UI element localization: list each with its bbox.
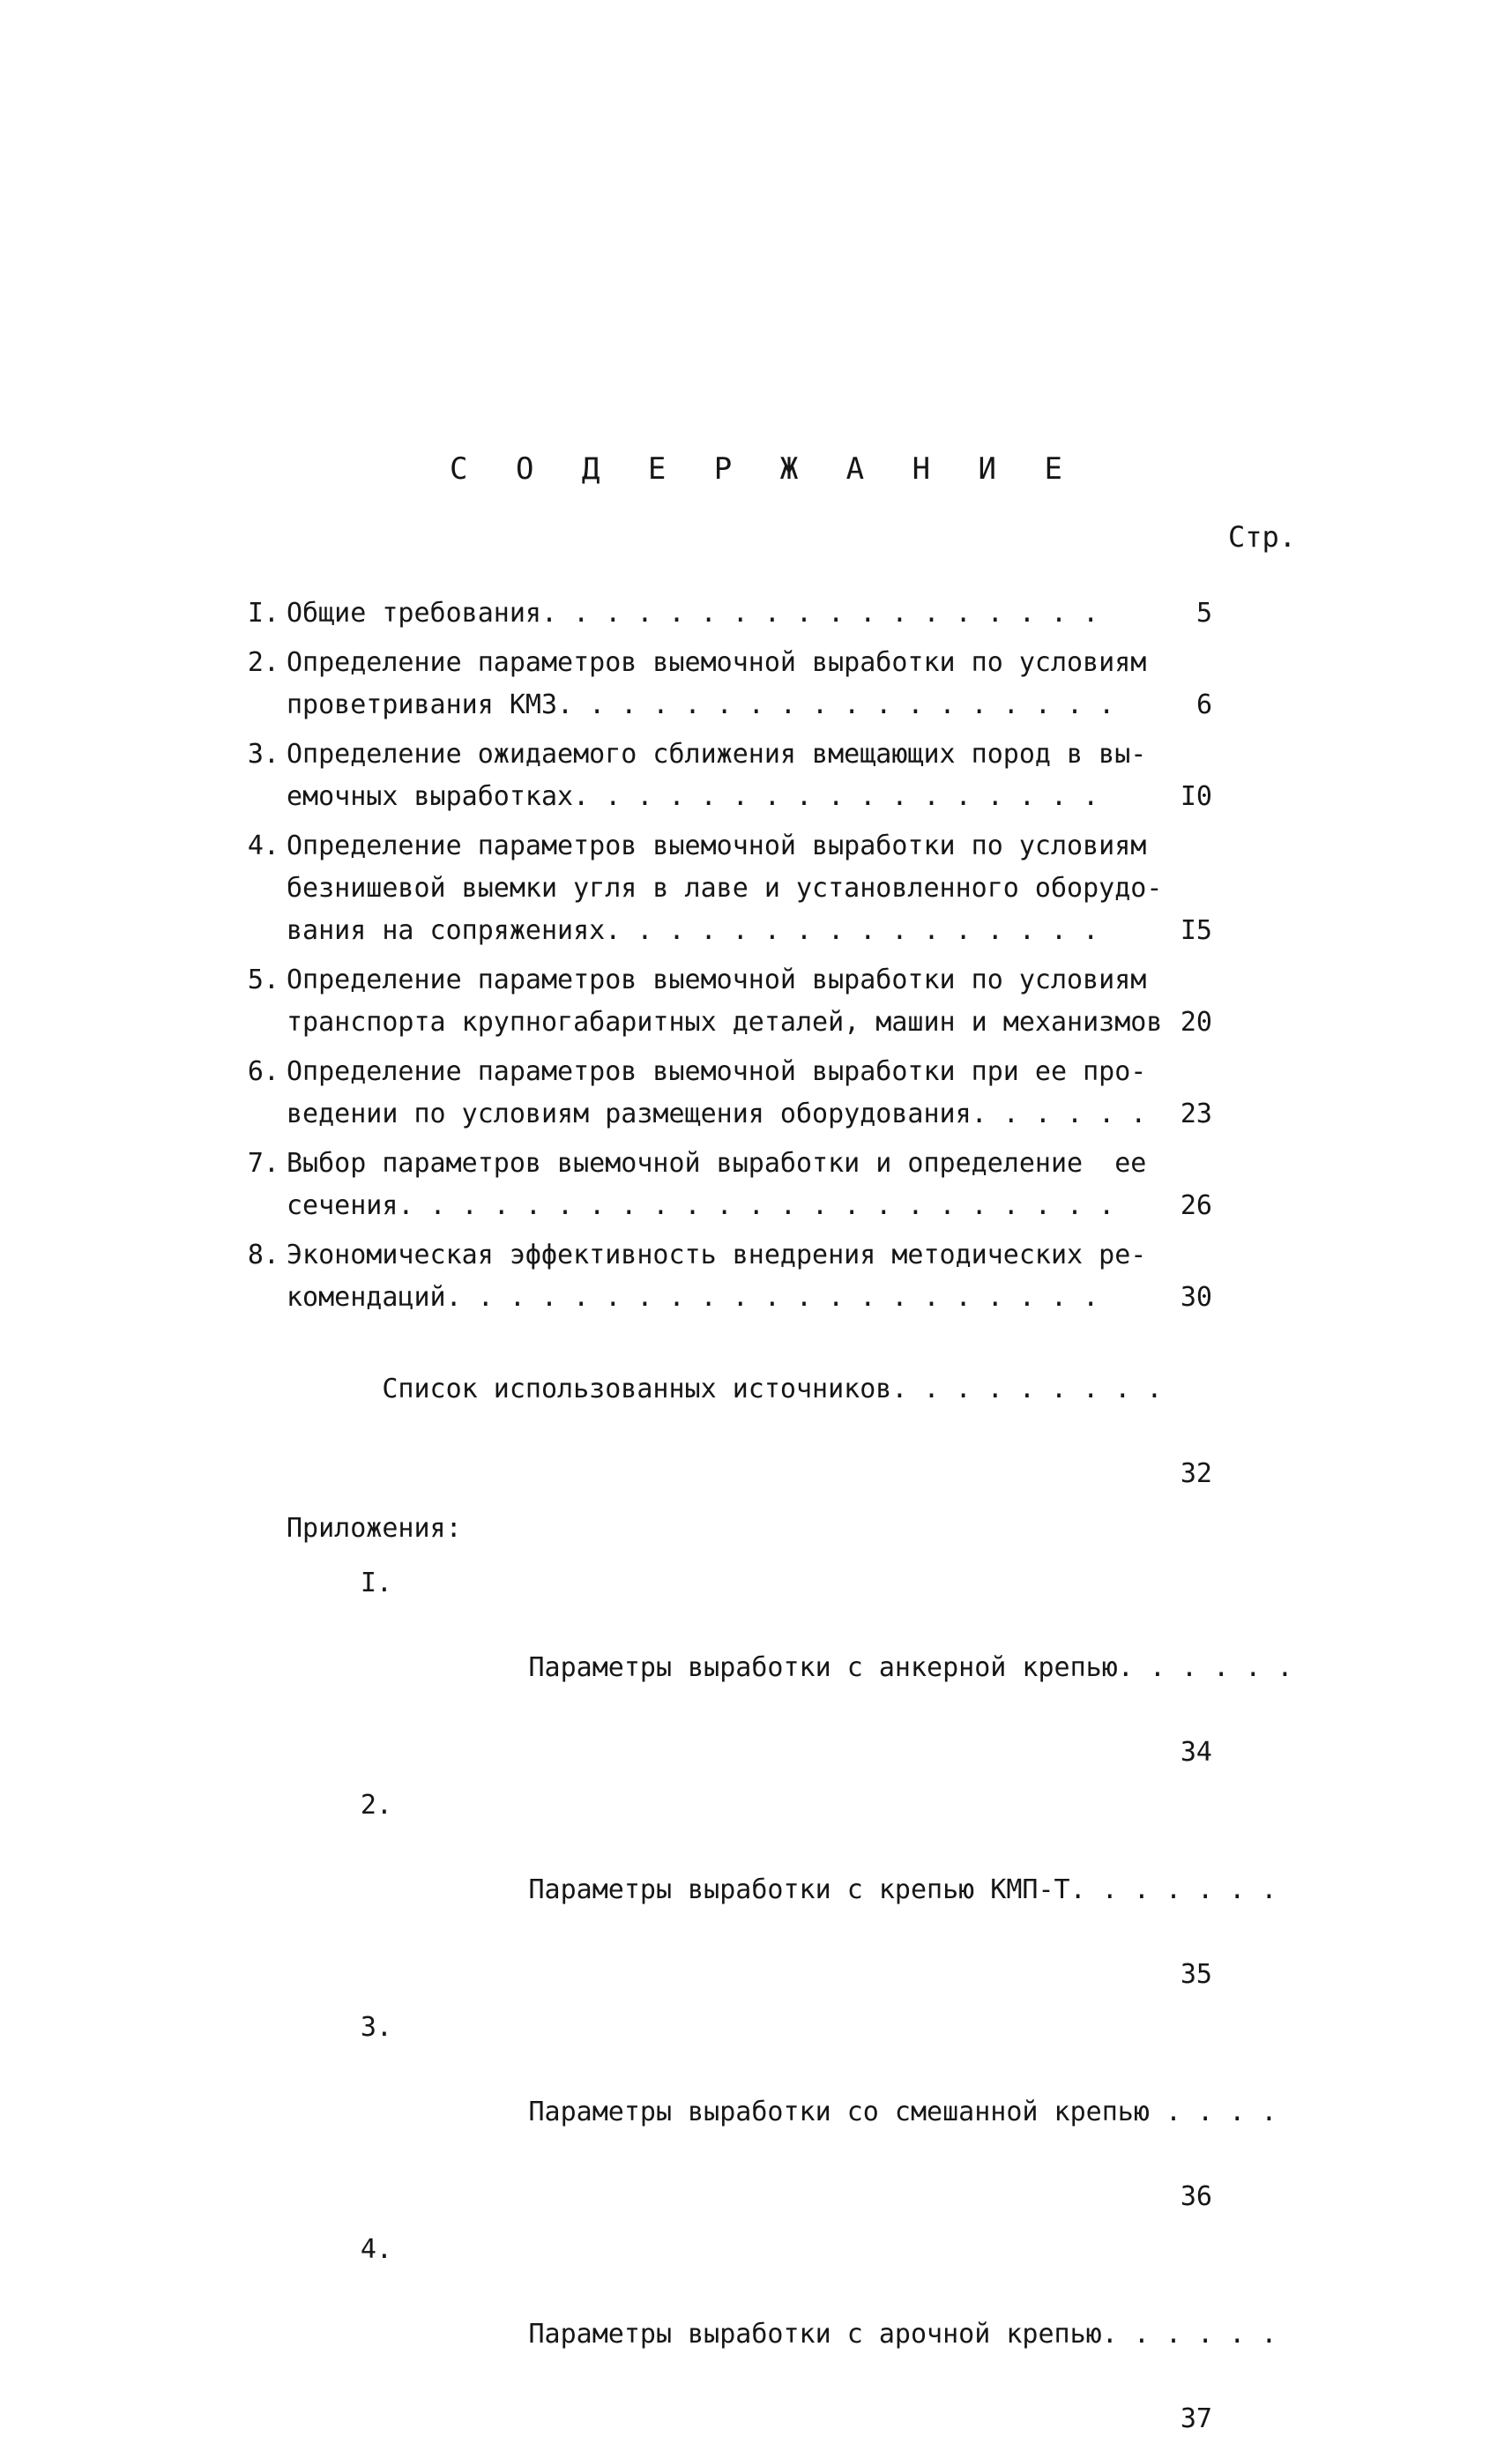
appendix-entry [216,1562,1293,1774]
entry-number: 8. [247,1240,279,1270]
references-page: 32 [1180,1458,1212,1489]
toc-entry [216,1234,1212,1319]
entry-page: 20 [1180,1007,1212,1038]
toc-entry [216,642,1212,726]
entry-page: 30 [1180,1282,1212,1313]
appendix-entry [216,2007,1277,2218]
entry-text: Выбор параметров выемочной выработки и определение ее [287,1148,1147,1179]
entry-page: 5 [1195,598,1212,629]
entry-number: I. [247,598,279,629]
appendix-entry [216,2229,1277,2440]
entry-number: 2. [247,647,279,678]
appendix-page: 36 [1180,2181,1212,2212]
appendix-page: 34 [1180,1737,1212,1768]
appendix-text: Параметры выработки со смешанной крепью . . . . [528,2097,1277,2127]
appendices-heading: Приложения: [287,1513,462,1544]
appendix-text: Параметры выработки с арочной крепью. . . . . . [528,2319,1277,2350]
toc-entry [216,734,1212,818]
toc-entry [216,1051,1212,1136]
entry-text: транспорта крупногабаритных деталей, машин и механизмов [287,1007,1163,1038]
toc-entry [216,825,1212,952]
appendix-page: 35 [1180,1959,1212,1990]
entry-text: Определение параметров выемочной выработки по условиям [287,965,1147,995]
appendix-entry [216,1784,1277,1996]
toc-entry [216,959,1212,1044]
entry-text: ведении по условиям размещения оборудования. . . . . . [287,1099,1147,1129]
entry-page: 23 [1180,1099,1212,1129]
entry-number: 5. [247,965,279,995]
entry-text: Определение параметров выемочной выработки по условиям [287,647,1147,678]
toc-entry [216,592,1212,635]
references-entry [216,1326,1212,1495]
appendix-number: I. [360,1568,392,1598]
appendix-number: 2. [360,1790,392,1821]
entry-number: 4. [247,831,279,861]
entry-text: Определение параметров выемочной выработки при ее про- [287,1056,1147,1087]
appendix-number: 3. [360,2012,392,2043]
entry-text: Определение ожидаемого сближения вмещающих пород в вы- [287,739,1147,770]
appendix-text: Параметры выработки с крепью КМП-Т. . . . . . . [528,1874,1277,1905]
appendix-text: Параметры выработки с анкерной крепью. . . . . . [528,1652,1293,1683]
page-title: С О Д Е Р Ж А Н И Е [450,451,1077,487]
entry-text: Определение параметров выемочной выработки по условиям [287,831,1147,861]
appendix-page: 37 [1180,2403,1212,2434]
entry-text: Общие требования. . . . . . . . . . . . . . . . . . [287,598,1099,629]
entry-number: 6. [247,1056,279,1087]
entry-page: 6 [1195,689,1212,720]
entry-text: вания на сопряжениях. . . . . . . . . . . . . . . . [287,915,1099,946]
entry-text: безнишевой выемки угля в лаве и установленного оборудо- [287,873,1163,904]
toc-entry [216,1143,1212,1227]
entry-page: I0 [1180,781,1212,812]
page-column-label: Стр. [1227,520,1296,554]
entry-text: сечения. . . . . . . . . . . . . . . . . . . . . . . [287,1190,1115,1221]
references-text: Список использованных источников. . . . . . . . . [382,1374,1163,1404]
appendices-list [216,1562,1293,2440]
entry-page: I5 [1180,915,1212,946]
entry-number: 3. [247,739,279,770]
entry-text: комендаций. . . . . . . . . . . . . . . . . . . . . [287,1282,1099,1313]
entry-text: Экономическая эффективность внедрения методических ре- [287,1240,1147,1270]
entry-text: емочных выработках. . . . . . . . . . . . . . . . . [287,781,1099,812]
appendix-number: 4. [360,2234,392,2265]
table-of-contents [216,592,1293,2451]
entry-text: проветривания КМЗ. . . . . . . . . . . . . . . . . . [287,689,1115,720]
entry-page: 26 [1180,1190,1212,1221]
entry-number: 7. [247,1148,279,1179]
